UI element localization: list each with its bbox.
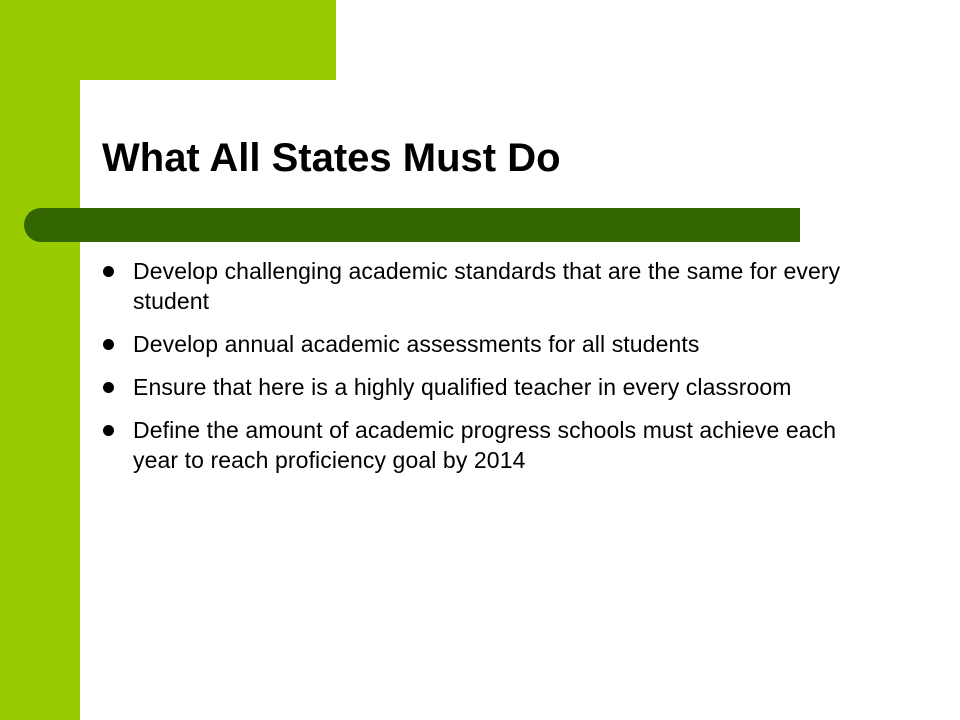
bullet-dot-icon (103, 425, 114, 436)
top-accent-block (0, 0, 336, 80)
list-item (103, 256, 863, 316)
sidebar-accent (0, 0, 80, 720)
bullet-text: Define the amount of academic progress schools must achieve each year to reach proficiency goal by 2014 (133, 417, 837, 473)
bullet-dot-icon (103, 382, 114, 393)
slide-title: What All States Must Do (102, 136, 561, 180)
bullet-dot-icon (103, 339, 114, 350)
list-item (103, 415, 863, 475)
bullet-text: Develop annual academic assessments for all students (133, 331, 700, 357)
bullet-dot-icon (103, 266, 114, 277)
bullet-text: Develop challenging academic standards that are the same for every student (133, 258, 841, 314)
list-item (103, 372, 863, 402)
bullet-text: Ensure that here is a highly qualified teacher in every classroom (133, 374, 792, 400)
title-underline-bar (24, 208, 800, 242)
list-item (103, 329, 863, 359)
bullet-list (103, 256, 863, 488)
